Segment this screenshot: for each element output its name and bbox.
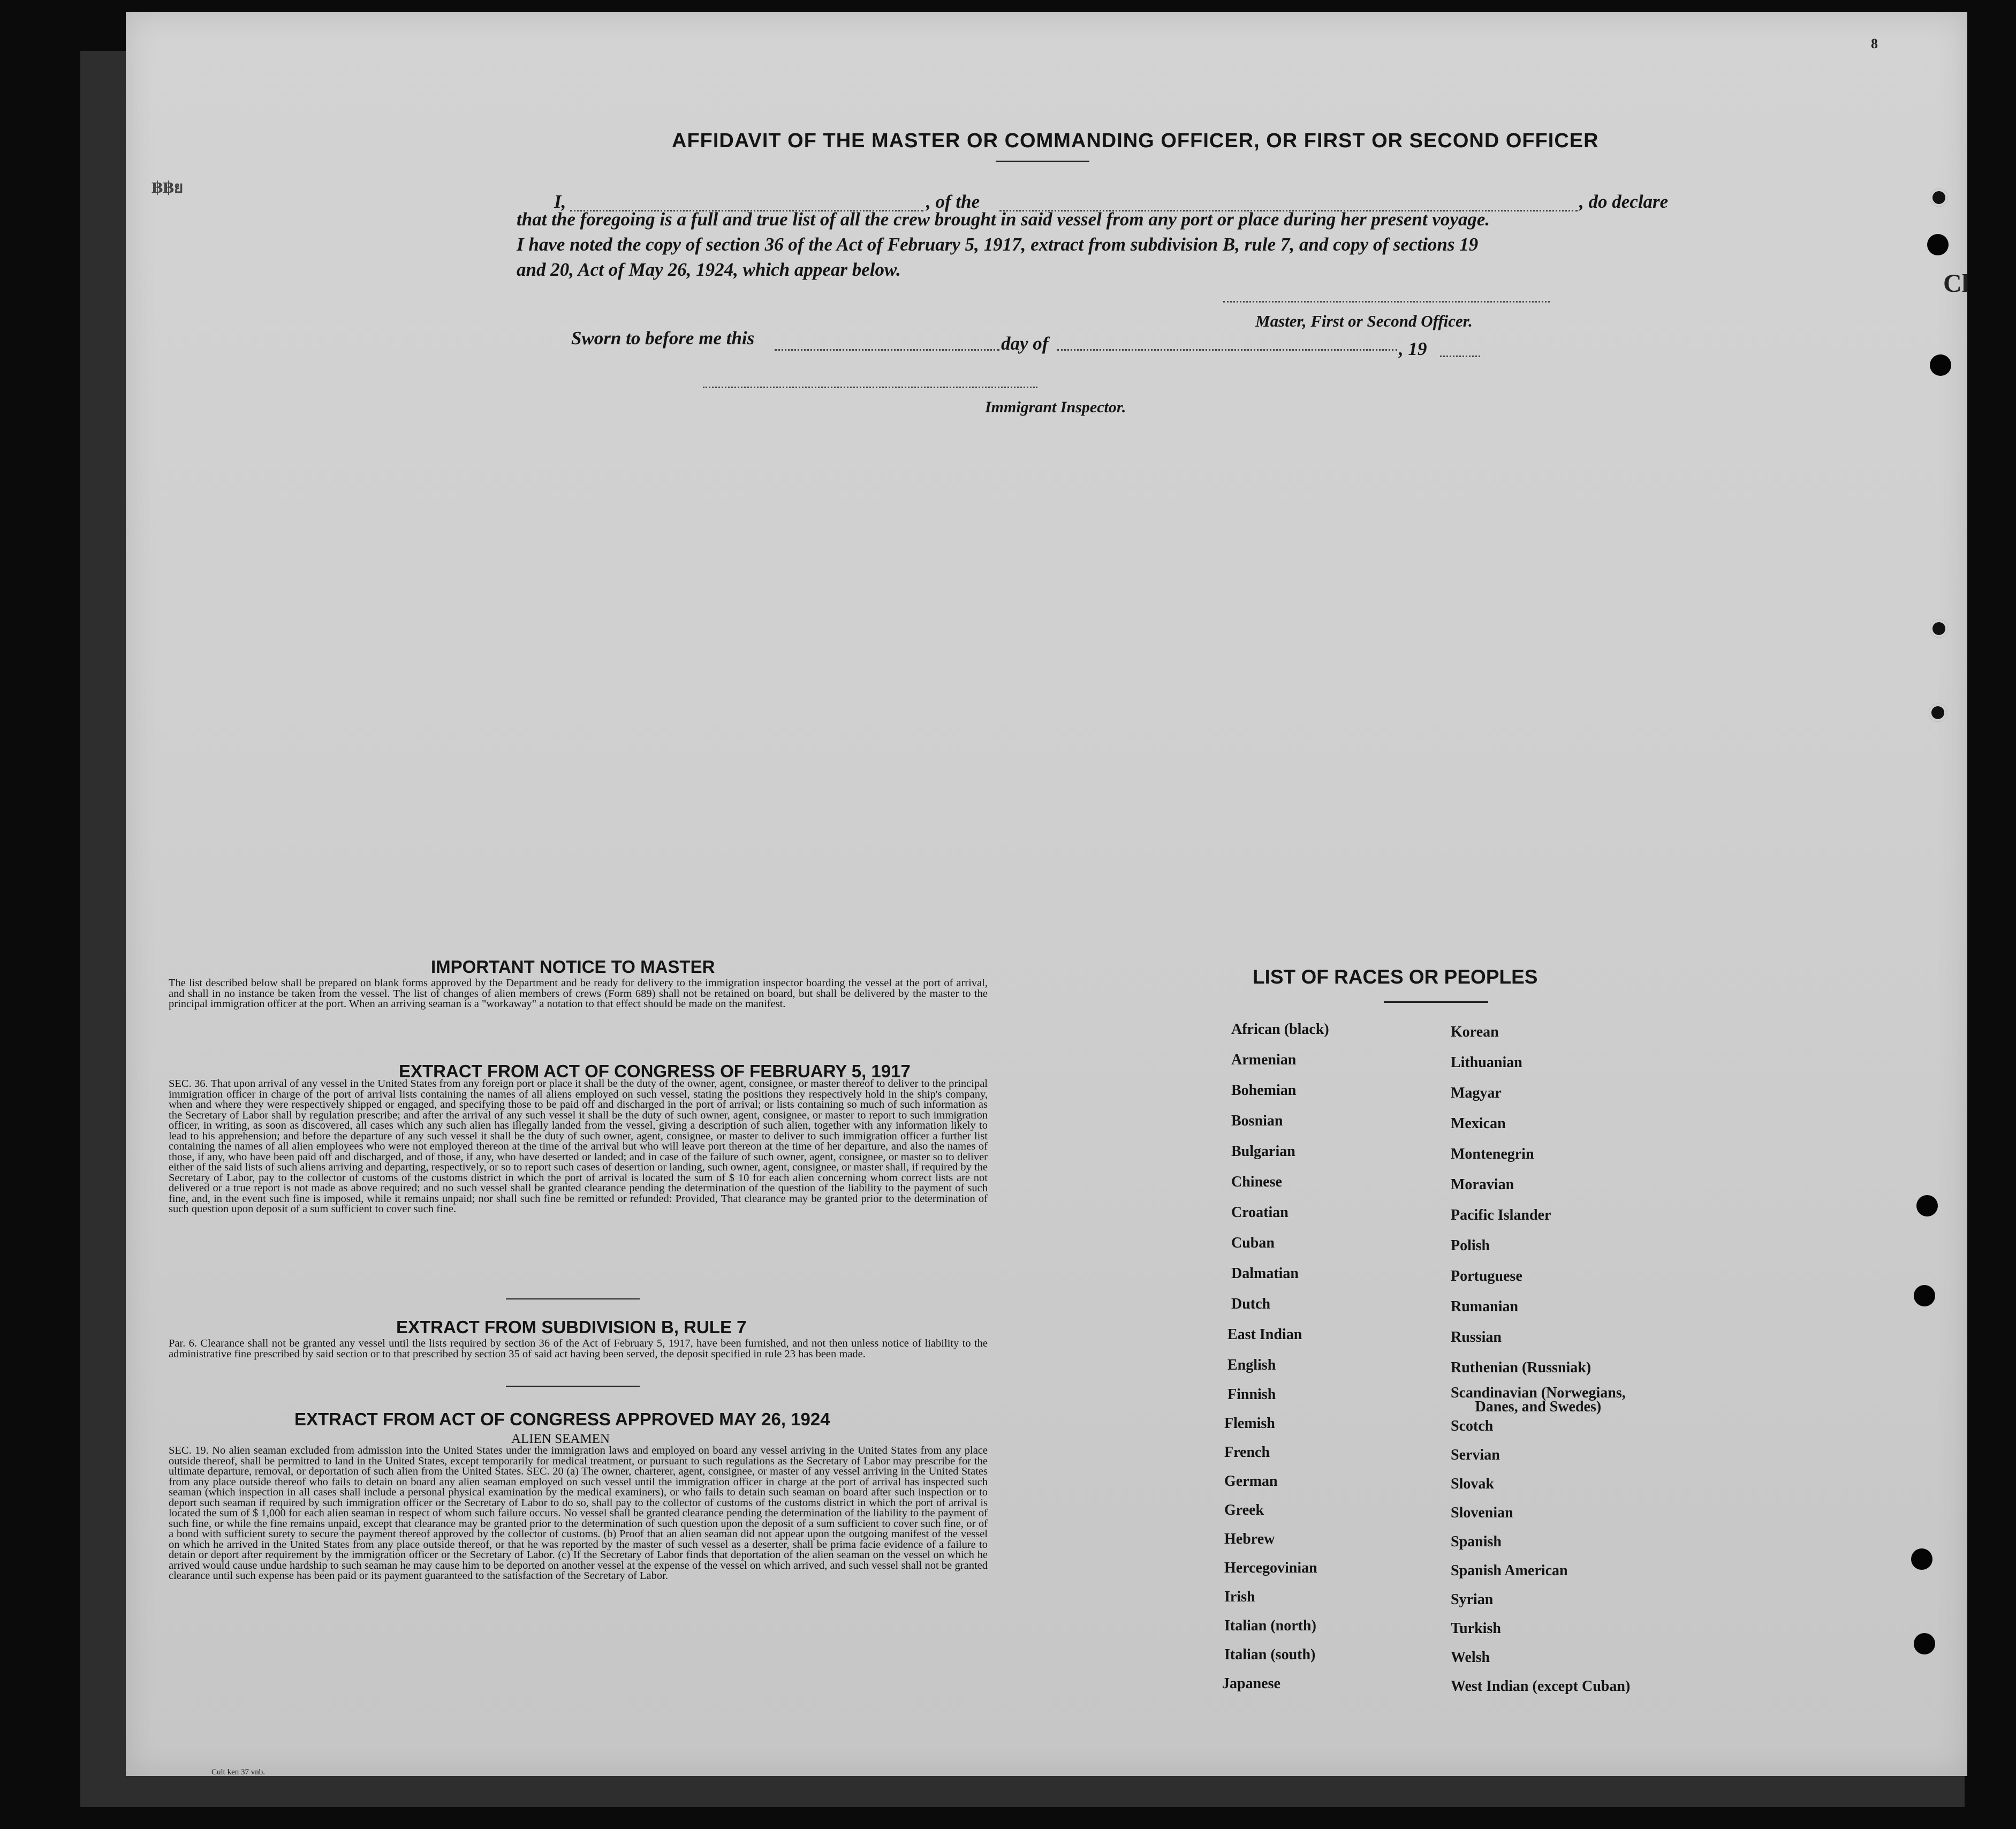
race-item: East Indian bbox=[1227, 1326, 1302, 1343]
race-item: Turkish bbox=[1451, 1620, 1501, 1637]
sworn-label: Sworn to before me this bbox=[571, 328, 755, 349]
punch-hole bbox=[1914, 1285, 1935, 1306]
race-item: Polish bbox=[1451, 1237, 1490, 1254]
race-item: Welsh bbox=[1451, 1649, 1490, 1666]
race-item: Russian bbox=[1451, 1329, 1502, 1346]
race-item: Italian (north) bbox=[1224, 1618, 1316, 1634]
race-item: Slovak bbox=[1451, 1476, 1494, 1492]
extract-rule7-heading: EXTRACT FROM SUBDIVISION B, RULE 7 bbox=[396, 1317, 747, 1337]
year-field[interactable] bbox=[1440, 356, 1480, 357]
divider-2 bbox=[506, 1386, 640, 1387]
race-item: Hercegovinian bbox=[1224, 1560, 1317, 1576]
race-item: Croatian bbox=[1231, 1204, 1289, 1221]
race-item: Hebrew bbox=[1224, 1531, 1275, 1547]
i-label: I, bbox=[554, 191, 566, 212]
race-item: Mexican bbox=[1451, 1115, 1506, 1132]
sworn-month-field[interactable] bbox=[1057, 349, 1397, 351]
punch-hole bbox=[1916, 1195, 1938, 1216]
race-item: German bbox=[1224, 1473, 1278, 1490]
race-item: Rumanian bbox=[1451, 1298, 1519, 1315]
notice-heading: IMPORTANT NOTICE TO MASTER bbox=[431, 957, 715, 977]
race-item: Spanish bbox=[1451, 1533, 1502, 1550]
year-label: , 19 bbox=[1399, 338, 1427, 359]
race-item: African (black) bbox=[1231, 1021, 1329, 1038]
affidavit-text-line3: and 20, Act of May 26, 1924, which appear below. bbox=[517, 259, 901, 280]
document-page bbox=[126, 12, 1967, 1776]
race-item: French bbox=[1224, 1444, 1270, 1461]
race-item: Bohemian bbox=[1231, 1082, 1297, 1099]
race-item: Flemish bbox=[1224, 1415, 1275, 1432]
races-heading: LIST OF RACES OR PEOPLES bbox=[1253, 966, 1538, 988]
race-item: Montenegrin bbox=[1451, 1146, 1534, 1162]
punch-hole bbox=[1930, 354, 1951, 376]
race-item: Dutch bbox=[1231, 1296, 1271, 1312]
sworn-day-field[interactable] bbox=[775, 349, 999, 351]
race-item: Ruthenian (Russniak) bbox=[1451, 1359, 1591, 1376]
extract-rule7-body: Par. 6. Clearance shall not be granted any vessel until the lists required by section 36 of the Act of February 5, 1917, have been furnished, and not then unless notice of liability to the administrative fine prescribed by said section or to that prescribed by section 35 of said act having been served, the deposit specified in rule 23 has been made. bbox=[169, 1337, 988, 1360]
race-item: Moravian bbox=[1451, 1176, 1514, 1193]
divider-1 bbox=[506, 1298, 640, 1299]
race-item: West Indian (except Cuban) bbox=[1451, 1678, 1631, 1695]
race-item: Dalmatian bbox=[1231, 1265, 1299, 1282]
race-item: Chinese bbox=[1231, 1174, 1282, 1190]
of-the-label: , of the bbox=[926, 191, 980, 212]
race-item: Cuban bbox=[1231, 1235, 1275, 1251]
race-item: Irish bbox=[1224, 1589, 1255, 1605]
race-item: Italian (south) bbox=[1224, 1646, 1316, 1663]
race-item: Bosnian bbox=[1231, 1113, 1283, 1129]
race-item: Lithuanian bbox=[1451, 1054, 1522, 1071]
race-item: Syrian bbox=[1451, 1591, 1494, 1608]
extract-1917-body: SEC. 36. That upon arrival of any vessel in the United States from any foreign port or place it shall be the duty of the owner, agent, consignee, or master thereof to deliver to the principal immigration officer in charge of the port of arrival lists containing the names of all aliens employed on such vessel, stating the positions they respectively hold in the ship's company, when and where they were respectively shipped or engaged, and specifying those to be paid off and discharged in the port of arrival; or lists containing so much of such information as the Secretary of Labor shall by regulation prescribe; and after the arrival of any such vessel it shall be the duty of such owner, agent, consignee, or master to report to such immigration officer, in writing, as soon as discovered, all cases which any such alien has illegally landed from the vessel, giving a description of such alien, together with any information likely to lead to his apprehension; and before the departure of any such vessel it shall be the duty of such owner, agent, consignee, or master to deliver to such immigration officer a further list containing the names of all alien employees who were not employed thereon at the time of the arrival but who will leave port thereon at the time of her departure, and also the names of those, if any, who have been paid off and discharged, and of those, if any, who have deserted or landed; and in case of the failure of such owner, agent, consignee, or master so to deliver either of the said lists of such aliens arriving and departing, respectively, or so to report such cases of desertion or landing, such owner, agent, consignee, or master shall, if required by the Secretary of Labor, pay to the collector of customs of the customs district in which the port of arrival is located the sum of $ 10 for each alien concerning whom correct lists are not delivered or a true report is not made as above required; and no such vessel shall be granted clearance pending the determination of the question of the liability to the payment of such fine, and, in the event such fine is imposed, while it remains unpaid; nor shall such fine be remitted or refunded: Provided, That clearance may be granted prior to the determination of such question upon deposit of a sum sufficient to cover such fine. bbox=[169, 1078, 988, 1215]
affidavit-title: AFFIDAVIT OF THE MASTER OR COMMANDING OFFICER, OR FIRST OR SECOND OFFICER bbox=[672, 130, 1599, 152]
race-item: Greek bbox=[1224, 1502, 1264, 1518]
affidavit-text-line2: I have noted the copy of section 36 of the Act of February 5, 1917, extract from subdivision B, rule 7, and copy of sections 19 bbox=[517, 234, 1479, 255]
punch-hole bbox=[1930, 619, 1948, 638]
race-item: Portuguese bbox=[1451, 1268, 1522, 1284]
day-of-label: day of bbox=[1001, 333, 1049, 354]
do-declare-label: , do declare bbox=[1579, 191, 1669, 212]
race-item: Servian bbox=[1451, 1447, 1500, 1463]
master-signature-label: Master, First or Second Officer. bbox=[1255, 312, 1473, 330]
race-item: Finnish bbox=[1227, 1386, 1276, 1403]
inspector-label: Immigrant Inspector. bbox=[985, 398, 1126, 416]
notice-body: The list described below shall be prepared on blank forms approved by the Department and be ready for delivery to the immigration inspector boarding the vessel at the port of arrival, and shall in no instance be taken from the vessel. The list of changes of alien members of crews (Form 689) shall not be retained on board, but shall be delivered by the master to the principal immigration officer at the port. When an arriving seaman is a "workaway" a notation to that effect should be made on the manifest. bbox=[169, 977, 988, 1010]
punch-hole bbox=[1914, 1633, 1935, 1654]
race-item: Slovenian bbox=[1451, 1505, 1513, 1521]
punch-hole bbox=[1929, 704, 1947, 722]
extract-1924-heading: EXTRACT FROM ACT OF CONGRESS APPROVED MAY 26, 1924 bbox=[294, 1409, 830, 1429]
left-margin-mark: ฿฿ย bbox=[151, 179, 184, 196]
right-margin-mark: Cl bbox=[1943, 269, 1969, 298]
race-item: English bbox=[1227, 1357, 1276, 1373]
race-item: Scandinavian (Norwegians, Danes, and Swedes) bbox=[1451, 1385, 1626, 1415]
alien-seamen-subheading: ALIEN SEAMEN bbox=[511, 1432, 610, 1446]
race-item: Spanish American bbox=[1451, 1562, 1568, 1579]
race-item: Scotch bbox=[1451, 1418, 1494, 1434]
title-divider bbox=[996, 161, 1089, 162]
race-item: Magyar bbox=[1451, 1085, 1502, 1101]
extract-1924-body: SEC. 19. No alien seaman excluded from admission into the United States under the immigration laws and employed on board any vessel arriving in the United States from any place outside thereof, shall be permitted to land in the United States, except temporarily for medical treatment, or pursuant to such regulations as the Secretary of Labor may prescribe for the ultimate departure, removal, or deportation of such alien from the United States. SEC. 20 (a) The owner, charterer, agent, consignee, or master of any vessel arriving in the United States from any place outside thereof who fails to detain on board any alien seaman employed on such vessel until the immigration officer in charge at the port of arrival has inspected such seaman (which inspection in all cases shall include a personal physical examination by the medical examiners), or who fails to detain such seaman on board after such inspection or to deport such seaman if required by such immigration officer or the Secretary of Labor to do so, shall pay to the collector of customs of the customs district in which the port of arrival is located the sum of $ 1,000 for each alien seaman in respect of whom such failure occurs. No vessel shall be granted clearance pending the determination of the liability to the payment of such fine, or while the fine remains unpaid, except that clearance may be granted prior to the determination of such question upon the deposit of a sum sufficient to cover such fine, or of a bond with sufficient surety to secure the payment thereof approved by the collector of customs. (b) Proof that an alien seaman did not appear upon the outgoing manifest of the vessel on which he arrived in the United States from any place outside thereof, or that he was reported by the master of such vessel as a deserter, shall be prima facie evidence of a failure to detain or deport after requirement by the immigration officer or the Secretary of Labor. (c) If the Secretary of Labor finds that deportation of the alien seaman on the vessel on which he arrived would cause undue hardship to such seaman he may cause him to be deported on another vessel at the expense of the vessel on which arrived, and such vessel shall not be granted clearance until such expense has been paid or its payment guaranteed to the satisfaction of the Secretary of Labor. bbox=[169, 1445, 988, 1582]
extract-1917-heading: EXTRACT FROM ACT OF CONGRESS OF FEBRUARY 5, 1917 bbox=[399, 1061, 911, 1081]
page-number-mark: 8 bbox=[1871, 36, 1878, 51]
races-divider bbox=[1384, 1001, 1488, 1003]
race-item: Korean bbox=[1451, 1024, 1499, 1040]
race-item: Armenian bbox=[1231, 1052, 1297, 1068]
affidavit-text-line1: that the foregoing is a full and true list of all the crew brought in said vessel from any port or place during her present voyage. bbox=[517, 209, 1490, 230]
inspector-signature-line[interactable] bbox=[703, 387, 1037, 388]
race-item: Bulgarian bbox=[1231, 1143, 1295, 1160]
punch-hole bbox=[1930, 188, 1948, 207]
footer-imprint: Cult ken 37 vnb. bbox=[211, 1768, 265, 1777]
race-item: Japanese bbox=[1222, 1675, 1280, 1692]
punch-hole bbox=[1927, 234, 1949, 255]
punch-hole bbox=[1911, 1548, 1932, 1570]
race-item: Pacific Islander bbox=[1451, 1207, 1551, 1223]
master-signature-line[interactable] bbox=[1223, 301, 1550, 303]
